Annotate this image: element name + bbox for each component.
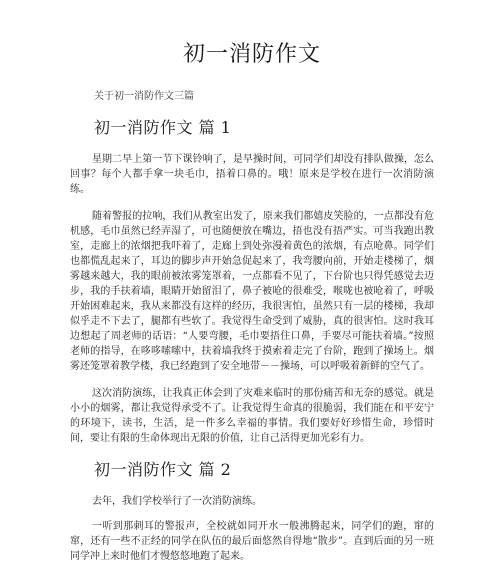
document-title: 初一消防作文 — [182, 42, 321, 67]
paragraph: 星期二早上第一节下课铃响了，是早操时间，可同学们却没有排队做操，怎么回事？每个人都手拿一块毛巾，捂着口鼻的。哦！原来是学校在进行一次消防演练。 — [70, 154, 434, 195]
section-heading-1: 初一消防作文 篇 1 — [94, 118, 232, 137]
paragraph: 随着警报的拉响，我们从教室出发了，原来我们都嬉皮笑脸的，一点都没有危机感，毛巾虽然已经弄湿了，可也随便放在嘴边，捂也没有捂严实。可当我跑出教室，走廊上的浓烟把我吓着了，走廊上到处弥漫着黄色的浓烟，有点呛鼻。同学们也都慌乱起来了，耳边的脚步声开始急促起来了，我弯腰向前，开始走楼梯了，烟雾越来越大，我的眼前被浓雾笼罩着，一点都看不见了，下台阶也只得凭感觉去迈步，我的手扶着墙，眼睛开始留泪了，鼻子被呛的很难受，喉咙也被呛着了，呼吸开始困难起来，我从来都没有这样的经历，我很害怕，虽然只有一层的楼梯，我却似乎走不下去了，腿都有些软了。我觉得生命受到了威胁，真的很害怕。这时我耳边想起了周老师的话语：“人要弯腰，毛巾要捂住口鼻，手要尽可能扶着墙。”按照老师的指导，在哆哆嗦嗦中，扶着墙我终于摸索着走完了台阶，跑到了操场上。烟雾还笼罩着教学楼，我已经跑到了安全地带－－操场，可以呼吸着新鲜的空气了。 — [70, 211, 434, 372]
paragraph: 去年，我们学校举行了一次消防演练。 — [92, 496, 262, 507]
section-heading-2: 初一消防作文 篇 2 — [94, 460, 232, 479]
paragraph: 一听到那刺耳的警报声，全校就如同开水一般沸腾起来，同学们的跑，窜的窜，还有一些不正经的同学在队伍的最后面悠然自得地“散步”。直到后面的另一班同学冲上来时他们才慢悠悠地跑了起来。 — [70, 521, 434, 562]
paragraph: 这次消防演练，让我真正体会到了灾难来临时的那份痛苦和无奈的感觉。就是小小的烟雾，都让我觉得承受不了。让我觉得生命真的很脆弱，我们能在和平安宁的环境下，读书，生活，是一件多么幸福的事情。我们要好好珍惜生命，珍惜时间，要让有限的生命体现出无限的价值，让自己活得更加光彩有力。 — [70, 388, 434, 444]
document-subtitle: 关于初一消防作文三篇 — [94, 91, 194, 102]
